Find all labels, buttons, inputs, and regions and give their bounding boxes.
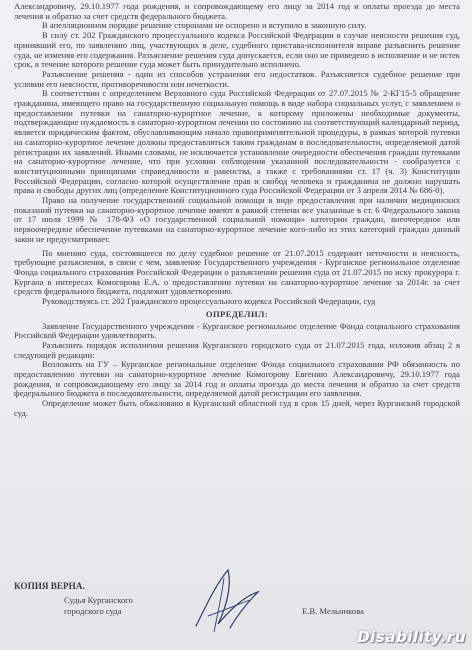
paragraph: По мнению суда, состоявшееся по делу судебное решение от 21.07.2015 содержит неточности и неясность, требующие разъяснения, в связи с чем, заявление Государственного учреждения - Курганское региональное отделение Фонда социального страхования Российской Федерации о разъяснении решения суда от 21.07.2015 по иску прокурора г. Кургана в интересах Комогорова Е.А. о предоставлении путевки на санаторно-курортное лечение за 2014г. за счет средств федерального бюджета, подлежит удовлетворению.: [14, 247, 460, 297]
copy-certified-label: КОПИЯ ВЕРНА.: [14, 581, 85, 591]
paragraph: Возложить на ГУ – Курганское региональное отделение Фонда социального страхования РФ обязанность по предоставлению путевки на санаторно-курортное лечение Комогорову Евгению Александровичу, 29.10.1977 года рождения, и сопровождающему его лицу за 2014 год и оплаты проезда до места лечения и обратно за счет средств федерального бюджета в последовательности, определяемой датой регистрации его заявления.: [14, 359, 460, 399]
paragraph: В апелляционном порядке решение сторонами не оспорено и вступило в законную силу.: [42, 20, 367, 31]
watermark-logo: Disability.ru: [357, 628, 466, 646]
paragraph: Право на получение государственной социальной помощи в виде предоставления при наличии медицинских показаний путевки на санаторно-курортное лечение имеют в равной степени все указанные в ст. 6 Федерального закона от 17 июля 1999 № 178-ФЗ «О государственной социальной помощи» категории граждан, внеочередное или первоочередное обеспечение путевками на санаторно-курортное лечение кого-либо из этих категорий граждан данный закон не предусматривает.: [14, 195, 460, 244]
judge-title-line2: городского суда: [64, 606, 122, 616]
judge-name: Е.В. Мельникова: [302, 606, 364, 616]
paragraph: В силу ст. 202 Гражданского процессуального кодекса Российской Федерации в случае неясности решения суд, принявший его, по заявлению лиц, участвующих в деле, судебного пристава-исполнителя вправе разъяснить решение суда, не изменяя его содержания. Разъяснение решения суда допускается, если оно не приведено в исполнение и не истек срок, в течение которого решение суда может быть принудительно исполнено.: [14, 30, 460, 70]
document-body: [14, 2, 460, 419]
paragraph: Определение может быть обжаловано в Курганский областной суд в срок 15 дней, через Курганский городской суд.: [14, 398, 460, 418]
paragraph: Александровичу, 29.10.1977 года рождения, и сопровождающему его лицу за 2014 год и оплаты проезда до места лечения и обратно за счет средств федерального бюджета.: [14, 1, 460, 21]
paragraph: Руководствуясь ст. 202 Гражданского процессуального кодекса Российской Федерации, суд: [42, 296, 376, 307]
paragraph: Разъяснить порядок исполнения решения Курганского городского суда от 21.07.2015 года, изложив абзац 2 в следующей редакции:: [14, 339, 460, 360]
handwritten-signature: [188, 566, 266, 640]
judge-title-line1: Судья Курганского: [64, 595, 133, 605]
decision-heading: ОПРЕДЕЛИЛ:: [205, 308, 269, 319]
paragraph: Разъяснение решения - один из способов устранения его недостатков. Разъясняется судебное решение при условии его неясности, противоречивости или нечеткости.: [14, 68, 460, 89]
paragraph: Заявление Государственного учреждения - Курганское региональное отделение Фонда социального страхования Российской Федерации удовлетворить.: [14, 320, 460, 341]
paragraph: В соответствии с определением Верховного суда Российской Федерации от 27.07.2015 № 2-КГ15-5 обращение гражданина, имеющего право на государственную социальную помощь в виде набора социальных услуг, с заявлением о предоставлении путевки на санаторно-курортное лечение, к которому приложены необходимые документы, подтверждающие нуждаемость в санаторно-курортном лечении по состоянию на соответствующий календарный период, является юридическим фактом, обуславливающим начало правоприменительной процедуры, в рамках которой путевки на санаторно-курортное лечение должны предоставляться таким гражданам в последовательности, определяемой датой регистрации их заявлений. Иными словами, не исключается установление очередности обеспечения граждан путевками на санаторно-курортное лечение, что при условии соблюдения указанной последовательности - сообразуется с конституционными принципами справедливости и равенства, а также с требованиями ст. 17 (ч. 3) Конституции Российской Федерации, согласно которой осуществление прав и свобод человека и гражданина не должно нарушать права и свободы других лиц (определение Конституционного суда Российской Федерации от 3 апреля 2014 № 686-0).: [14, 88, 460, 196]
